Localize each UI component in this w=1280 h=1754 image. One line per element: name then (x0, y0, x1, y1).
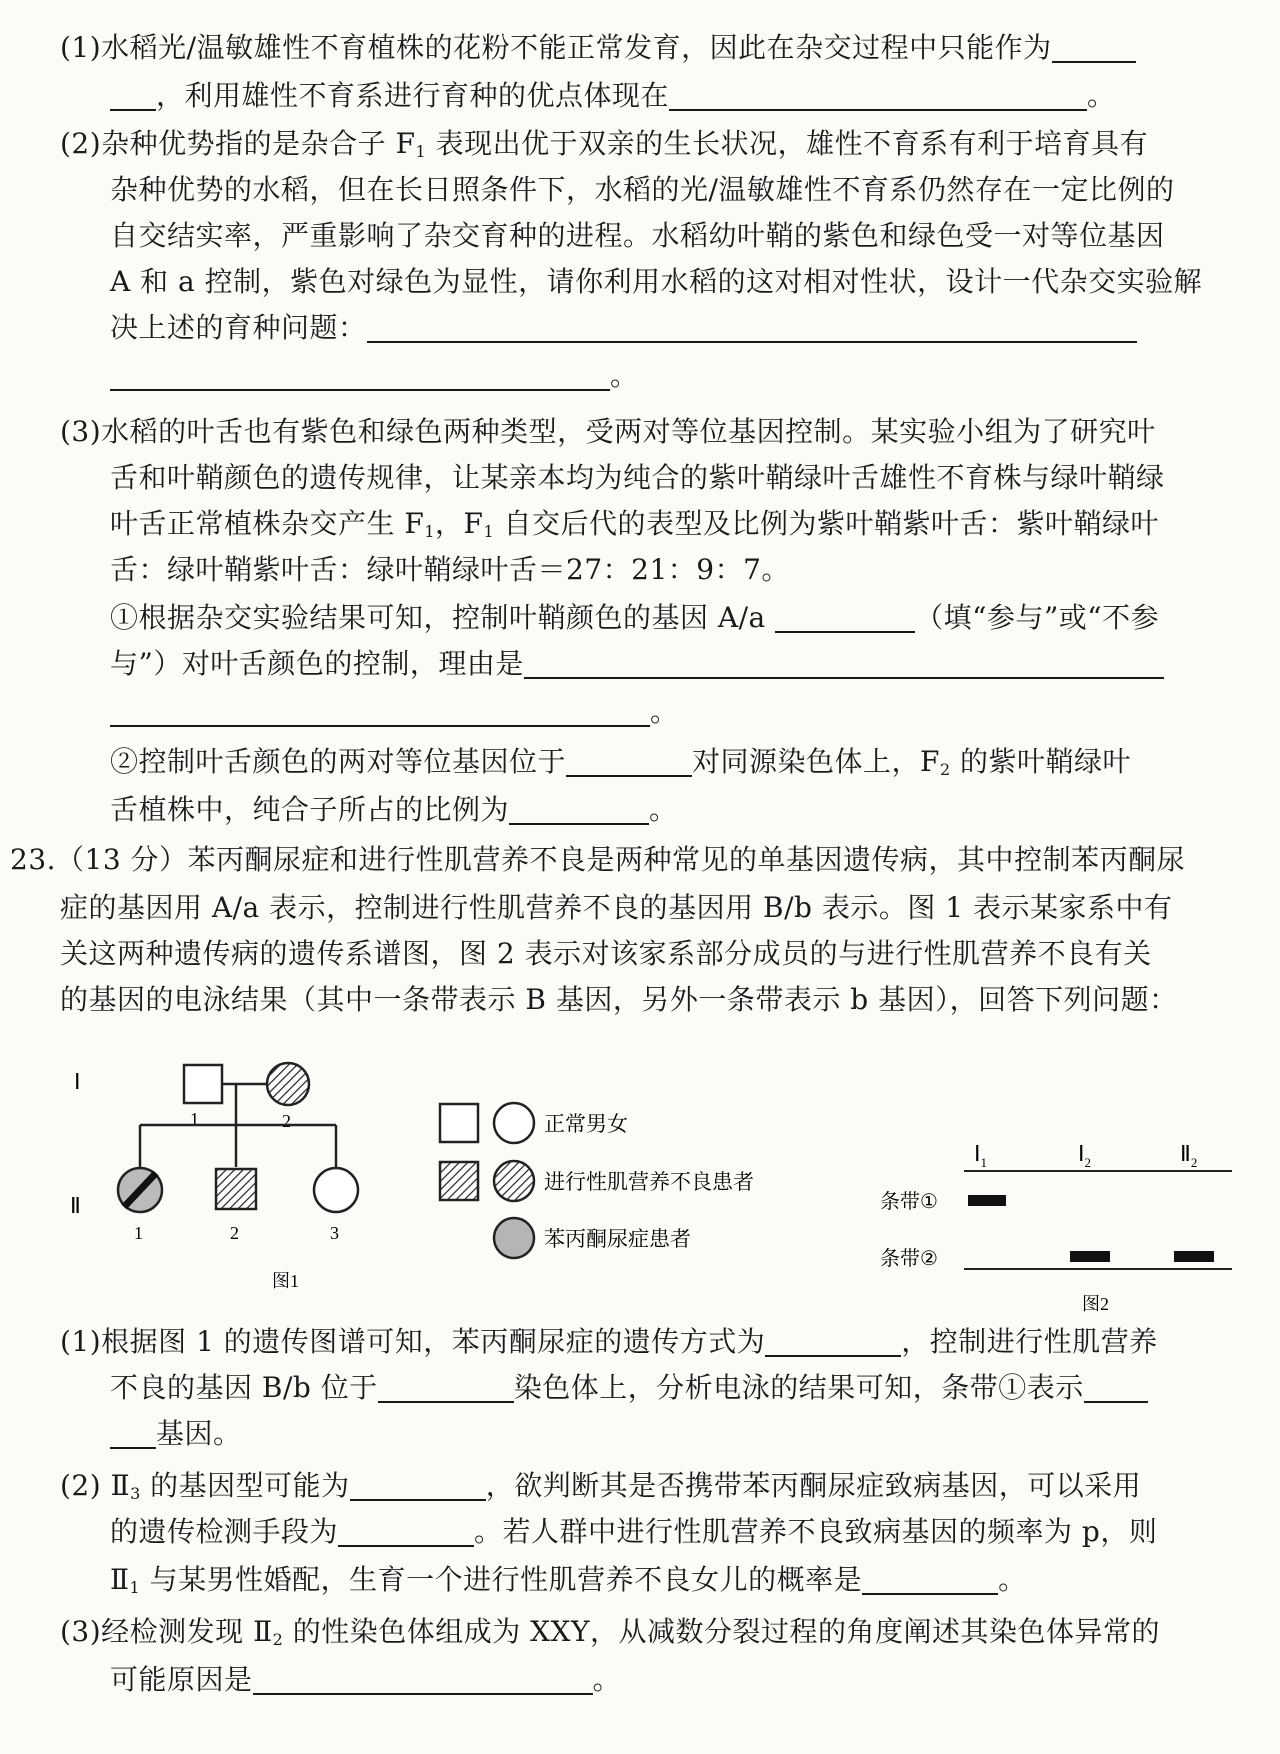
band2-label: 条带② (880, 1246, 938, 1270)
I1-normal-male (184, 1065, 222, 1103)
q23-stem-line2: 症的基因用 A/a 表示，控制进行性肌营养不良的基因用 B/b 表示。图 1 表示某家系中有 (60, 891, 1173, 924)
answer-blank[interactable] (566, 745, 692, 777)
II2-number: 2 (230, 1223, 239, 1243)
legend-normal-female-icon (494, 1103, 534, 1143)
answer-blank[interactable] (338, 1515, 474, 1547)
generation-I-label: Ⅰ (74, 1069, 81, 1094)
pedigree-legend (436, 1100, 806, 1260)
I1-number: 1 (190, 1109, 199, 1129)
q22-part2-line5: 决上述的育种问题： (110, 308, 1137, 348)
answer-blank[interactable] (253, 1663, 593, 1695)
band1-lane-I1 (968, 1195, 1006, 1206)
q22-part3-q2-line2: 舌植株中，纯合子所占的比例为 。 (110, 793, 678, 826)
q22-part3-q1-line3: 。 (110, 692, 679, 732)
legend-pku-label: 苯丙酮尿症患者 (544, 1227, 691, 1251)
answer-blank[interactable] (110, 695, 650, 727)
q22-part1-line1: (1)水稻光/温敏雄性不育植株的花粉不能正常发育，因此在杂交过程中只能作为 (60, 28, 1136, 68)
q22-part3-q1-line1: ①根据杂交实验结果可知，控制叶鞘颜色的基因 A/a （填“参与”或“不参 (110, 601, 1160, 634)
q22-part3-line3: 叶舌正常植株杂交产生 $F_1$，$F_1$ 自交后代的表型及比例为紫叶鞘紫叶舌：紫叶鞘绿叶 (110, 507, 1160, 541)
II1-number: 1 (134, 1223, 143, 1243)
answer-blank[interactable] (862, 1563, 998, 1595)
q23-part1-line3: 基因。 (110, 1414, 242, 1454)
I2-dmd-female (267, 1063, 309, 1105)
answer-blank[interactable] (775, 601, 915, 633)
answer-blank[interactable] (509, 793, 649, 825)
q23-stem-line4: 的基因的电泳结果（其中一条带表示 B 基因，另外一条带表示 b 基因），回答下列问题： (60, 983, 1178, 1016)
generation-II-label: Ⅱ (70, 1193, 81, 1218)
legend-dmd-female-icon (494, 1161, 534, 1201)
q22-part3-line1: (3)水稻的叶舌也有紫色和绿色两种类型，受两对等位基因控制。某实验小组为了研究叶 (60, 415, 1156, 448)
q22-part3-line4: 舌：绿叶鞘紫叶舌：绿叶鞘绿叶舌＝27：21：9：7。 (110, 553, 790, 586)
q22-part2-line3: 自交结实率，严重影响了杂交育种的进程。水稻幼叶鞘的紫色和绿色受一对等位基因 (110, 219, 1165, 252)
answer-blank[interactable] (1052, 31, 1136, 63)
legend-dmd-label: 进行性肌营养不良患者 (544, 1170, 754, 1194)
q23-part1-line1: (1)根据图 1 的遗传图谱可知，苯丙酮尿症的遗传方式为 ，控制进行性肌营养 (60, 1325, 1158, 1358)
q22-part3-line2: 舌和叶鞘颜色的遗传规律，让某亲本均为纯合的紫叶鞘绿叶舌雄性不育株与绿叶鞘绿 (110, 461, 1165, 494)
II2-dmd-male (216, 1169, 256, 1209)
answer-blank[interactable] (110, 79, 156, 111)
legend-pku-icon (494, 1218, 534, 1258)
answer-blank[interactable] (110, 1417, 156, 1449)
legend-normal-label: 正常男女 (544, 1112, 628, 1136)
q23-part3-line1: (3)经检测发现 $Ⅱ_2$ 的性染色体组成为 XXY，从减数分裂过程的角度阐述其染色体异常的 (60, 1615, 1160, 1649)
lane-I1-label: $Ⅰ_1$ (974, 1141, 987, 1170)
q22-part2-line4: A 和 a 控制，紫色对绿色为显性，请你利用水稻的这对相对性状，设计一代杂交实验解 (110, 265, 1203, 298)
q23-part3-line2: 可能原因是 。 (110, 1663, 622, 1696)
q22-part2-line2: 杂种优势的水稻，但在长日照条件下，水稻的光/温敏雄性不育系仍然存在一定比例的 (110, 173, 1175, 206)
lane-II2-label: $Ⅱ_2$ (1180, 1141, 1198, 1170)
answer-blank[interactable] (350, 1469, 486, 1501)
q22-part3-q1-line2: 与”）对叶舌颜色的控制，理由是 (110, 644, 1164, 684)
legend-dmd-male-icon (440, 1162, 478, 1200)
answer-blank[interactable] (669, 79, 1087, 111)
answer-blank[interactable] (765, 1325, 901, 1357)
band1-label: 条带① (880, 1189, 938, 1213)
band2-lane-I2 (1070, 1251, 1110, 1262)
answer-blank[interactable] (378, 1371, 514, 1403)
q23-part2-line2: 的遗传检测手段为 。若人群中进行性肌营养不良致病基因的频率为 p，则 (110, 1515, 1158, 1548)
lane-I2-label: $Ⅰ_2$ (1078, 1141, 1091, 1170)
q22-part1-line2: ，利用雄性不育系进行育种的优点体现在 。 (110, 76, 1116, 116)
band2-lane-II2 (1174, 1251, 1214, 1262)
q22-part3-q2-line1: ②控制叶舌颜色的两对等位基因位于 对同源染色体上，$F_2$ 的紫叶鞘绿叶 (110, 745, 1132, 779)
q23-part2-line1: (2) $Ⅱ_3$ 的基因型可能为 ，欲判断其是否携带苯丙酮尿症致病基因，可以采用 (60, 1469, 1142, 1503)
answer-blank[interactable] (1084, 1371, 1148, 1403)
I2-number: 2 (282, 1111, 291, 1131)
legend-normal-male-icon (440, 1104, 478, 1142)
q22-part2-line6: 。 (110, 356, 639, 396)
q23-part1-line2: 不良的基因 B/b 位于 染色体上，分析电泳的结果可知，条带①表示 (110, 1368, 1148, 1408)
II3-normal-female (314, 1168, 358, 1212)
answer-blank[interactable] (367, 311, 1137, 343)
q23-stem-line3: 关这两种遗传病的遗传系谱图，图 2 表示对该家系部分成员的与进行性肌营养不良有关 (60, 937, 1152, 970)
electrophoresis-figure (870, 1125, 1240, 1315)
q23-part2-line3: $Ⅱ_1$ 与某男性婚配，生育一个进行性肌营养不良女儿的概率是 。 (110, 1563, 1027, 1597)
q23-stem-line1: 23.（13 分）苯丙酮尿症和进行性肌营养不良是两种常见的单基因遗传病，其中控制苯丙酮尿 (10, 843, 1186, 876)
figure2-caption: 图2 (1082, 1294, 1109, 1314)
II3-number: 3 (330, 1223, 339, 1243)
figure1-caption: 图1 (272, 1271, 299, 1291)
answer-blank[interactable] (524, 647, 1164, 679)
pedigree-figure (60, 1055, 420, 1295)
q22-part2-line1: (2)杂种优势指的是杂合子 $F_1$ 表现出优于双亲的生长状况，雄性不育系有利于培育具有 (60, 127, 1149, 161)
answer-blank[interactable] (110, 359, 610, 391)
